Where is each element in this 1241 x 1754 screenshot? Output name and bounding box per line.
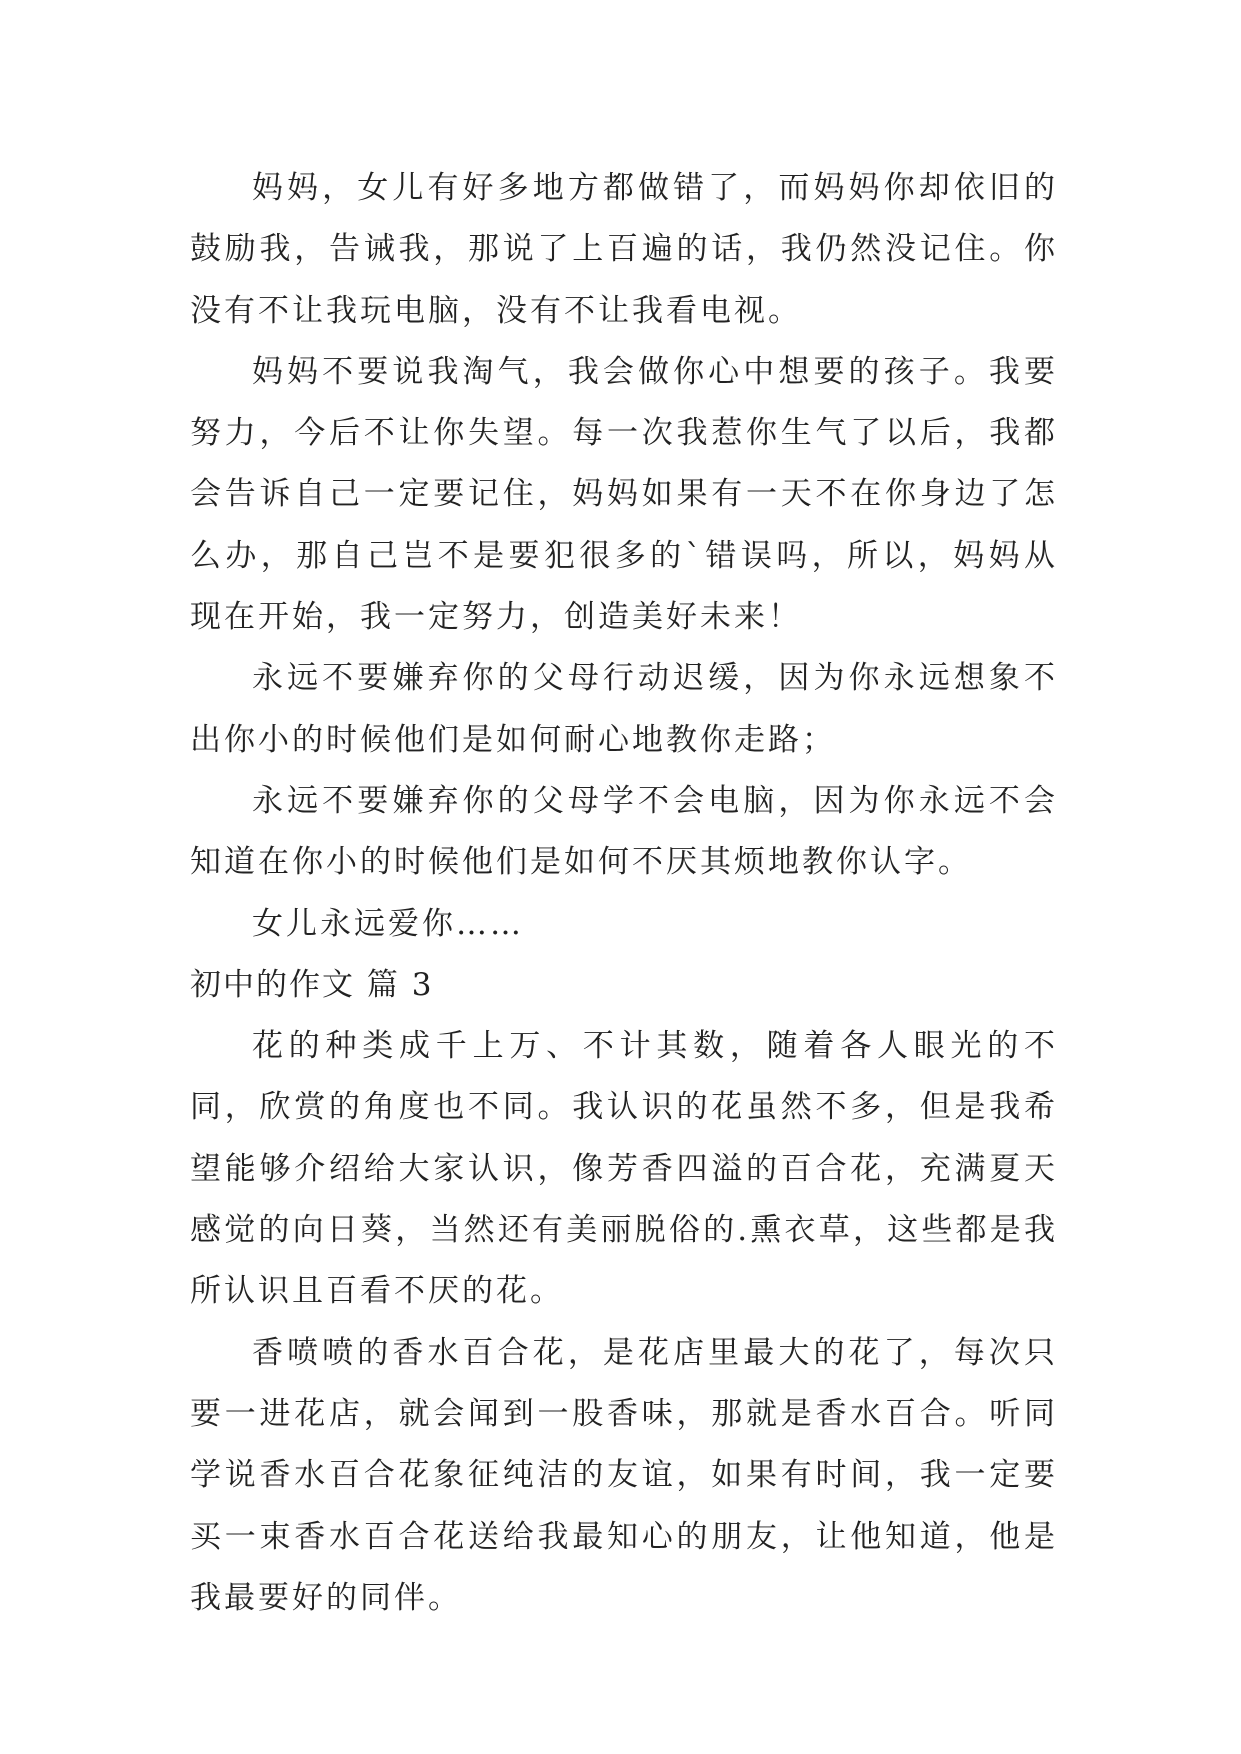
paragraph-flower-types: 花的种类成千上万、不计其数，随着各人眼光的不同，欣赏的角度也不同。我认识的花虽然不多，但是我希望能够介绍给大家认识，像芳香四溢的百合花，充满夏天感觉的向日葵，当然还有美丽脱俗的.熏衣草，这些都是我所认识且百看不厌的花。: [190, 1028, 1058, 1310]
paragraph-closing-love: 女儿永远爱你……: [252, 905, 524, 942]
document-body: [190, 158, 1058, 1629]
paragraph-parents-computer: 永远不要嫌弃你的父母学不会电脑，因为你永远不会知道在你小的时候他们是如何不厌其烦地教你认字。: [190, 782, 1058, 881]
paragraph-mom-mistakes: 妈妈，女儿有好多地方都做错了，而妈妈你却依旧的鼓励我，告诫我，那说了上百遍的话，我仍然没记住。你没有不让我玩电脑，没有不让我看电视。: [190, 170, 1058, 329]
paragraph-parents-slow: 永远不要嫌弃你的父母行动迟缓，因为你永远想象不出你小的时候他们是如何耐心地教你走路；: [190, 660, 1058, 758]
paragraph-mom-promise: 妈妈不要说我淘气，我会做你心中想要的孩子。我要努力，今后不让你失望。每一次我惹你生气了以后，我都会告诉自己一定要记住，妈妈如果有一天不在你身边了怎么办，那自己岂不是要犯很多的`错误吗，所以，妈妈从现在开始，我一定努力，创造美好未来！: [190, 353, 1058, 636]
section-heading: 初中的作文 篇 3: [190, 966, 434, 1003]
paragraph-lily: 香喷喷的香水百合花，是花店里最大的花了，每次只要一进花店，就会闻到一股香味，那就是香水百合。听同学说香水百合花象征纯洁的友谊，如果有时间，我一定要买一束香水百合花送给我最知心的朋友，让他知道，他是我最要好的同伴。: [190, 1334, 1058, 1616]
